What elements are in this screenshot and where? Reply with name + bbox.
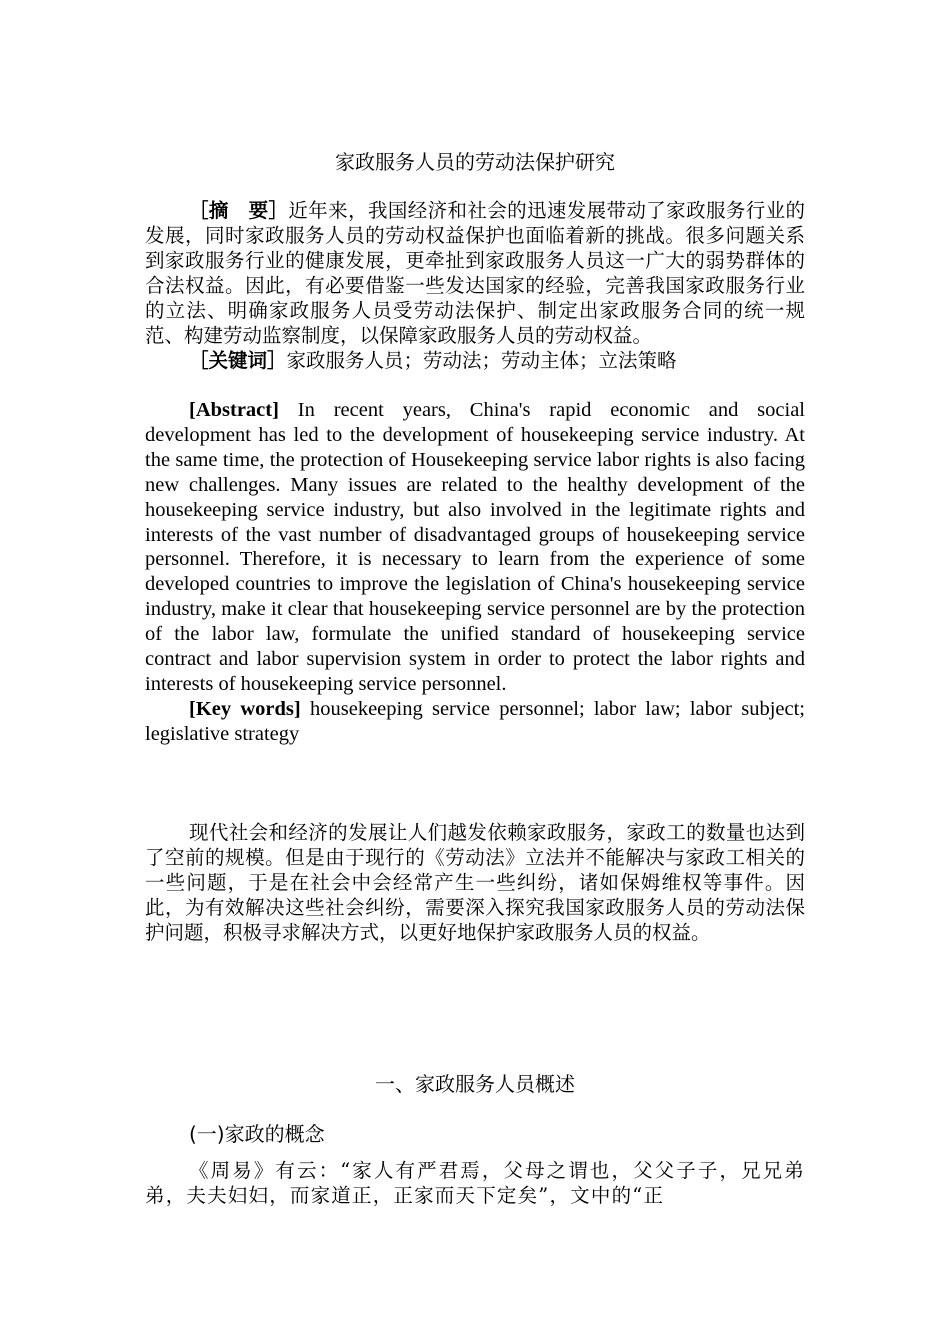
paper-title: 家政服务人员的劳动法保护研究 bbox=[335, 150, 615, 174]
abstract-cn-text: 近年来，我国经济和社会的迅速发展带动了家政服务行业的发展，同时家政服务人员的劳动权益保护也面临着新的挑战。很多问题关系到家政服务行业的健康发展，更牵扯到家政服务人员这一广大的弱势群体的合法权益。因此，有必要借鉴一些发达国家的经验，完善我国家政服务行业的立法、明确家政服务人员受劳动法保护、制定出家政服务合同的统一规范、构建劳动监察制度，以保障家政服务人员的劳动权益。 bbox=[145, 199, 805, 347]
section-1-heading: 一、家政服务人员概述 bbox=[375, 1072, 575, 1096]
abstract-en-text: In recent years, China's rapid economic and social development has led to the development of housekeeping service industry. At the same time, the protection of Housekeeping service labor rights is also facing new challenges. Many issues are related to the healthy development of the housekeeping service industry, but also involved in the legitimate rights and interests of the vast number of disadvantaged groups of housekeeping service personnel. Therefore, it is necessary to learn from the experience of some developed countries to improve the legislation of China's housekeeping service industry, make it clear that housekeeping service personnel are by the protection of the labor law, formulate the unified standard of housekeeping service contract and labor supervision system in order to protect the labor rights and interests of housekeeping service personnel. bbox=[145, 399, 805, 695]
section-1-1-text: 《周易》有云：“家人有严君焉，父母之谓也，父父子子，兄兄弟弟，夫夫妇妇，而家道正，正家而天下定矣”，文中的“正 bbox=[145, 1159, 805, 1207]
keywords-en-text: housekeeping service personnel; labor law; labor subject; legislative strategy bbox=[145, 697, 805, 745]
abstract-cn bbox=[145, 198, 805, 373]
section-1-1-heading: (一)家政的概念 bbox=[189, 1122, 325, 1146]
section-1-1-paragraph bbox=[145, 1158, 805, 1208]
keywords-cn-label: ［关键词］ bbox=[189, 349, 287, 372]
abstract-cn-label: ［摘 要］ bbox=[189, 199, 289, 222]
keywords-cn-text: 家政服务人员；劳动法；劳动主体；立法策略 bbox=[286, 349, 677, 372]
intro-text: 现代社会和经济的发展让人们越发依赖家政服务，家政工的数量也达到了空前的规模。但是由于现行的《劳动法》立法并不能解决与家政工相关的一些问题，于是在社会中会经常产生一些纠纷，诸如保姆维权等事件。因此，为有效解决这些社会纠纷，需要深入探究我国家政服务人员的劳动法保护问题，积极寻求解决方式，以更好地保护家政服务人员的权益。 bbox=[145, 821, 805, 944]
intro-paragraph bbox=[145, 820, 805, 945]
keywords-en-label: [Key words] bbox=[189, 697, 301, 720]
abstract-en-label: [Abstract] bbox=[189, 399, 279, 421]
abstract-en bbox=[145, 398, 805, 747]
